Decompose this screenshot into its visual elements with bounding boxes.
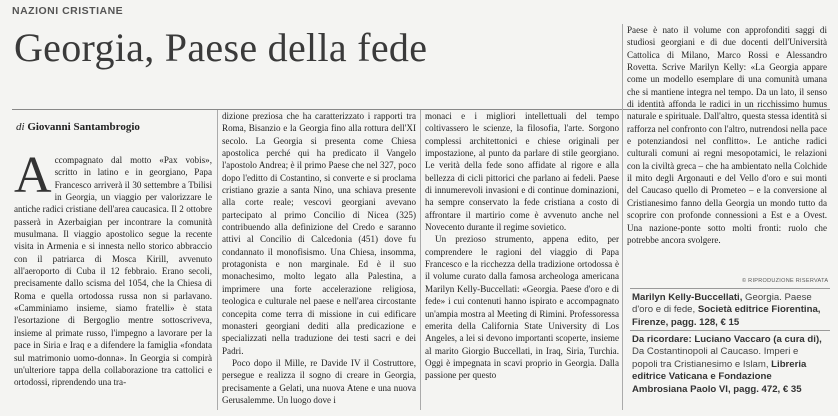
paragraph: dizione preziosa che ha caratterizzato i rapporti tra Roma, Bisanzio e la Georgia fino alla rottura dell'XI secolo. La Georgia si presenta come Chiesa apostolica perché qui ha predicato il Vangelo l'apostolo Andrea; è il primo Paese che nel 327, poco dopo l'editto di Costantino, si converte e si proclama cristiano grazie a santa Nino, una schiava presente alla corte reale; vescovi georgiani avevano partecipato al primo Concilio di Nicea (325) contribuendo alla definizione del Credo e saranno attivi al Concilio di Calcedonia (451) dove fu condannato il monofisismo. Una Chiesa, insomma, protagonista e non marginale. Ed è il suo monachesimo, molto legato alla Palestina, a imprimere una forte accelerazione religiosa, teologica e culturale nel paese e nell'area circostante concepita come terra di missione in cui edificare monasteri georgiani dediti alla predicazione e specializzati nella traduzione dei testi sacri e dei Padri. [222,111,416,356]
column-divider [420,110,421,410]
book-title: Georgia. Paese d'oro e di fede, [632,292,812,316]
book-box-rule [630,288,830,289]
book-title: Da Costantinopoli al Caucaso. Imperi e popoli tra Cristianesimo e Islam, [632,346,799,370]
paragraph: Paese è nato il volume con approfonditi saggi di studiosi georgiani e di due docenti dell'Università Cattolica di Milano, Marco Rossi e Alessandro Rovetta. Scrive Marilyn Kelly: «La Georgia appare come un modello esemplare di una comunità umana che si mantiene integra nel tempo. Da un lato, il senso di identità affonda le radici in un ricchissimo humus naturale e spirituale. Dall'altro, questa stessa identità si rafforza nel confronto con l'altro, nutrendosi nella pace e potenziandosi nel conflitto». Le antiche radici culturali comuni ai regni mesopotamici, le relazioni con la civiltà greca – che ha ambientato nella Colchide il mito degli Argonauti e del Vello d'oro e sui monti del Caucaso quello di Prometeo – e la conversione al Cristianesimo fanno della Georgia un mondo tutto da scoprire con profonde connessioni a Est e a Ovest. Una nazione-ponte sotto molti fronti: ruolo che potrebbe ancora svolgere. [627,25,827,245]
article-column-4 [627,24,827,270]
article-column-2 [222,110,416,412]
drop-cap: A [14,154,52,204]
book-intro: Da ricordare: [632,334,692,345]
copyright-notice: © RIPRODUZIONE RISERVATA [742,278,829,284]
byline-prefix: di [16,121,25,133]
book-box-rule [630,330,830,331]
paragraph: Un prezioso strumento, appena edito, per comprendere le ragioni del viaggio di Papa Francesco e la ricchezza della tradizione ortodossa è il volume curato dalla famosa archeologa americana Marilyn Kelly-Buccellati: «Georgia. Paese d'oro e di fede» i cui contenuti hanno ispirato e accompagnato un'ampia mostra al Meeting di Rimini. Professoressa emerita della California State University di Los Angeles, a lei si devono importanti scoperte, insieme al marito Giorgio Buccellati, in Iraq, Siria, Turchia. Oggi è impegnata in scavi proprio in Georgia. Dalla passione per questo [425,234,619,381]
book-editor: Luciano Vaccaro (a cura di), [694,334,822,345]
paragraph: monaci e i migliori intellettuali del tempo coltivassero le scienze, la filosofia, l'arte. Sorgono complessi architettonici e chiese originali per impostazione, al punto da parlare di stile georgiano. Le verità della fede sono affidate al rigore e alla bellezza di cicli pittorici che parlano ai fedeli. Paese di innumerevoli invasioni e di continue dominazioni, ha sempre conservato la fede cristiana a costo di affrontare il martirio come è avvenuto anche nel Novecento durante il regime sovietico. [425,111,619,233]
column-text: ccompagnato dal motto «Pax vobis», scritto in latino e in georgiano, Papa Francesco arriverà il 30 settembre a Tbilisi in Georgia, un viaggio per valorizzare le antiche radici cristiane dell'area caucasica. Il 2 ottobre passerà in Azerbaigian per incontrare la comunità musulmana. Il viaggio apostolico segue la recente visita in Armenia e si innesta nello storico abbraccio con il patriarca di Mosca Kirill, avvenuto all'aeroporto di Cuba il 12 febbraio. Erano secoli, precisamente dallo scisma del 1054, che la Chiesa di Roma e quella ortodossa russa non si parlavano. «Camminiamo insieme, siamo fratelli» è stata l'esortazione di Bergoglio mentre sottoscriveva, insieme al primate russo, l'impegno a lavorare per la pace in Siria e Iraq e a difendere la famiglia «fondata sul matrimonio uomo-donna». In Georgia si compirà un'ulteriore tappa della collaborazione tra cattolici e ortodossi, riprendendo una tra- [14,155,212,388]
book-publisher: Società editrice Fiorentina, Firenze, pagg. 128, € 15 [632,304,821,328]
book-reference-2 [632,334,826,396]
article-column-3 [425,110,619,412]
column-divider [622,24,623,410]
author-name: Giovanni Santambrogio [27,121,140,133]
book-publisher: Libreria editrice Vaticana e Fondazione Ambrosiana Paolo VI, pagg. 472, € 35 [632,358,807,395]
paragraph: Poco dopo il Mille, re Davide IV il Costruttore, persegue e realizza il sogno di creare in Georgia, precisamente a Gelati, una nuova Atene e una nuova Gerusalemme. Un luogo dove i [222,357,416,405]
section-label: NAZIONI CRISTIANE [12,5,124,17]
book-reference-1 [632,292,826,329]
byline [16,121,140,133]
column-divider [217,110,218,410]
book-author: Marilyn Kelly-Buccellati, [632,292,743,303]
article-column-1 [14,154,212,412]
article-title: Georgia, Paese della fede [14,25,428,70]
